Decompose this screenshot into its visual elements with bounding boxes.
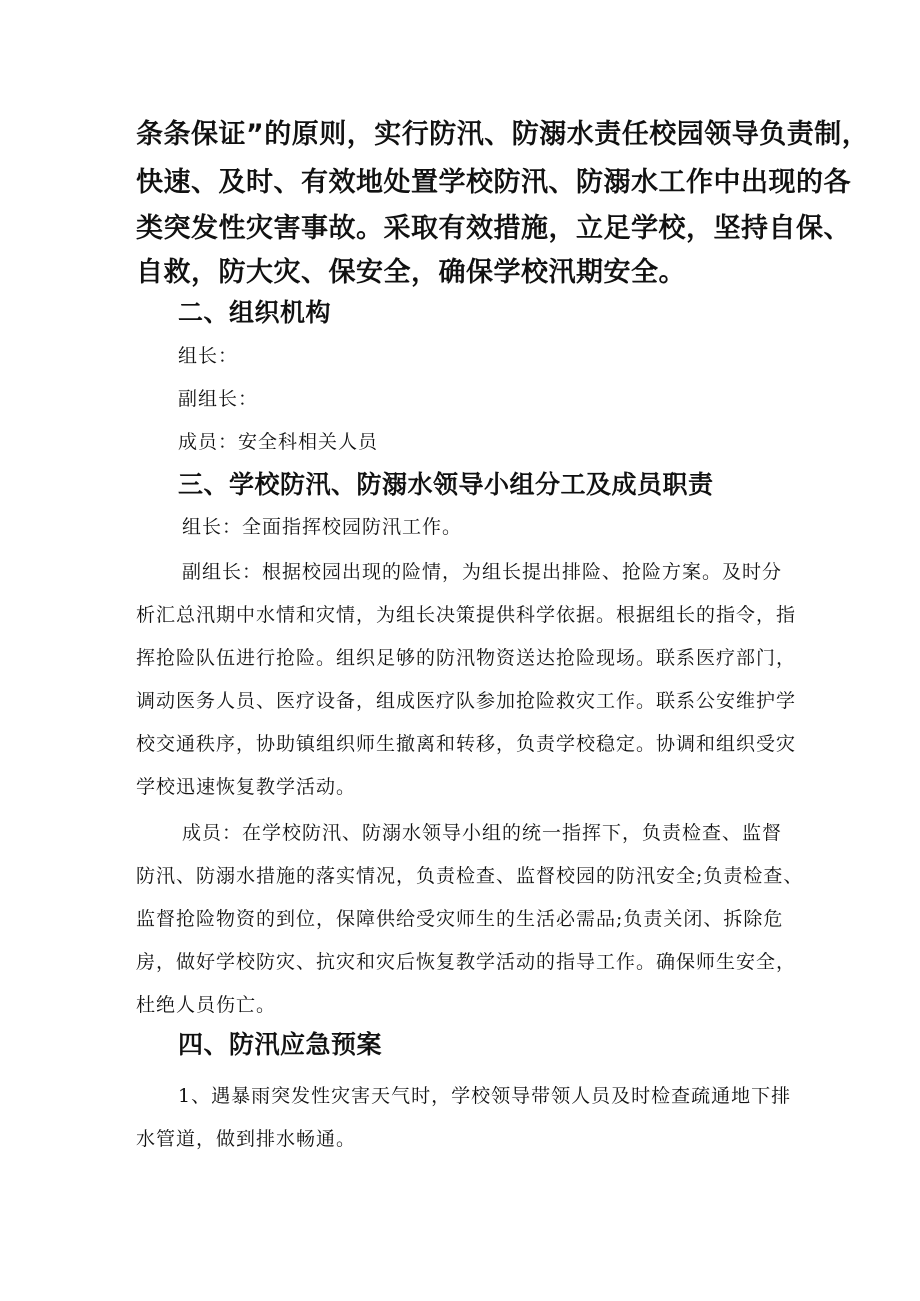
deputy-duty-line-5: 校交通秩序，协助镇组织师生撤离和转移，负责学校稳定。协调和组织受灾 <box>136 733 797 755</box>
member-duty-line-2: 防汛、防溺水措施的落实情况，负责检查、监督校园的防汛安全;负责检查、 <box>136 865 804 887</box>
intro-line-4: 自救，防大灾、保安全，确保学校汛期安全。 <box>136 257 686 288</box>
member-duty-line-4: 房，做好学校防灾、抗灾和灾后恢复教学活动的指导工作。确保师生安全， <box>136 951 797 973</box>
plan-item-1-line-2: 水管道，做到排水畅通。 <box>136 1128 357 1150</box>
leader-duty: 组长：全面指挥校园防汛工作。 <box>182 516 463 538</box>
intro-line-2: 快速、及时、有效地处置学校防汛、防溺水工作中出现的各 <box>136 167 851 198</box>
deputy-duty-line-4: 调动医务人员、医疗设备，组成医疗队参加抢险救灾工作。联系公安维护学 <box>136 690 797 712</box>
deputy-duty-line-2: 析汇总汛期中水情和灾情，为组长决策提供科学依据。根据组长的指令，指 <box>136 604 797 626</box>
section-4-heading: 四、防汛应急预案 <box>178 1030 383 1059</box>
member-duty-line-3: 监督抢险物资的到位，保障供给受灾师生的生活必需品;负责关闭、拆除危 <box>136 908 784 930</box>
member-duty-line-1: 成员：在学校防汛、防溺水领导小组的统一指挥下，负责检查、监督 <box>182 822 783 844</box>
deputy-duty-line-6: 学校迅速恢复教学活动。 <box>136 776 357 798</box>
plan-item-1-line-1: 1、遇暴雨突发性灾害天气时，学校领导带领人员及时检查疏通地下排 <box>178 1085 792 1107</box>
org-members: 成员：安全科相关人员 <box>178 431 379 453</box>
org-leader: 组长： <box>178 345 239 367</box>
intro-line-3: 类突发性灾害事故。采取有效措施，立足学校，坚持自保、 <box>136 213 851 244</box>
deputy-duty-line-1: 副组长：根据校园出现的险情，为组长提出排险、抢险方案。及时分 <box>182 561 783 583</box>
section-2-heading: 二、组织机构 <box>178 298 332 327</box>
intro-line-1: 条条保证”的原则，实行防汛、防溺水责任校园领导负责制， <box>136 119 870 150</box>
section-3-heading: 三、学校防汛、防溺水领导小组分工及成员职责 <box>178 470 714 499</box>
org-deputy: 副组长： <box>178 388 259 410</box>
member-duty-line-5: 杜绝人员伤亡。 <box>136 994 277 1016</box>
deputy-duty-line-3: 挥抢险队伍进行抢险。组织足够的防汛物资送达抢险现场。联系医疗部门， <box>136 647 797 669</box>
